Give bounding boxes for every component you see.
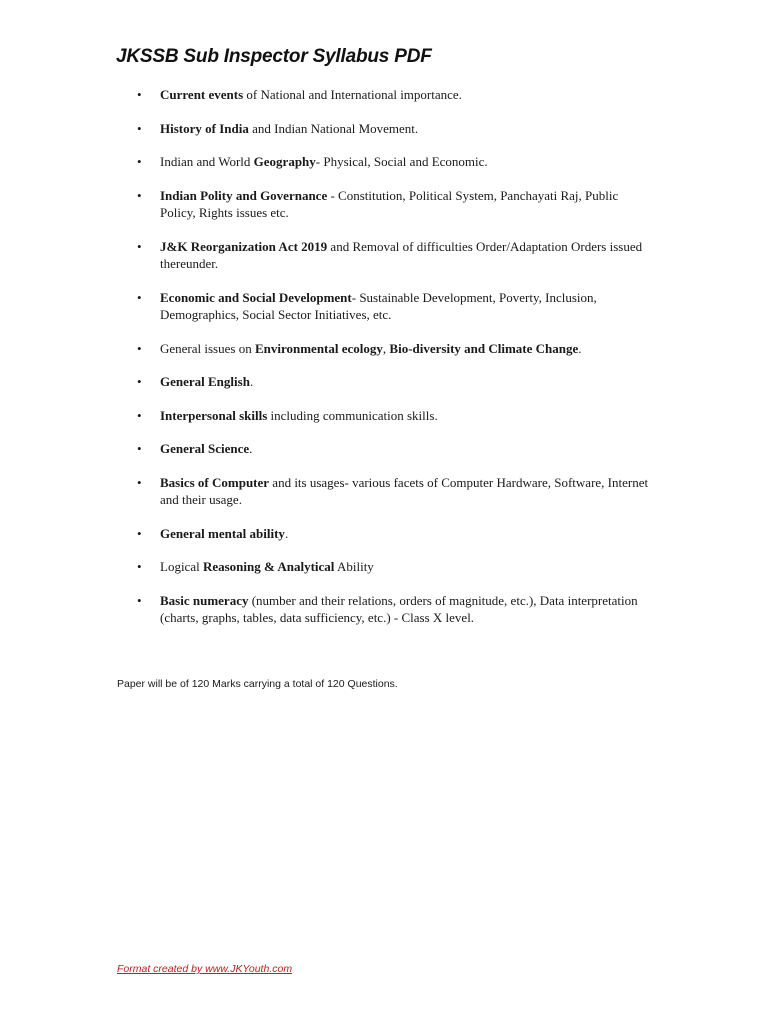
bullet: •: [137, 120, 142, 136]
bullet: •: [137, 187, 142, 203]
bullet: •: [137, 87, 142, 102]
bullet: •: [137, 154, 142, 169]
topic-label: History of India: [160, 120, 249, 136]
page-title: JKSSB Sub Inspector Syllabus PDF: [116, 46, 432, 67]
topic-label: General mental ability: [160, 525, 285, 541]
bullet: •: [137, 525, 142, 541]
topic-label: J&K Reorganization Act 2019: [160, 238, 328, 254]
list-item: • Interpersonal skills including communication skills.: [137, 407, 438, 423]
list-item: • J&K Reorganization Act 2019 and Removal of difficulties Order/Adaptation Orders issued thereunder.: [137, 238, 643, 271]
list-item: • General English.: [137, 374, 254, 389]
list-item: • General Science.: [137, 441, 253, 456]
footer-note: Paper will be of 120 Marks carrying a total of 120 Questions.: [117, 678, 398, 690]
bullet: •: [137, 238, 142, 254]
bullet: •: [137, 340, 142, 356]
list-item: • Basic numeracy (number and their relations, orders of magnitude, etc.), Data interpretation (charts, graphs, tables, data sufficiency, etc.) - Class X level.: [137, 592, 638, 625]
list-item: • Indian Polity and Governance - Constitution, Political System, Panchayati Raj, Public Policy, Rights issues etc.: [137, 187, 619, 220]
topic-label: Economic and Social Development: [160, 289, 352, 305]
topic-label: Basic numeracy: [160, 592, 249, 608]
credit-link[interactable]: Format created by www.JKYouth.com: [117, 963, 293, 975]
list-item: • Economic and Social Development- Sustainable Development, Poverty, Inclusion, Demographics, Social Sector Initiatives, etc.: [137, 289, 597, 322]
bullet: •: [137, 407, 142, 423]
bullet: •: [137, 474, 142, 490]
topic-label: General English: [160, 374, 250, 389]
list-item: • Logical Reasoning & Analytical Ability: [137, 559, 374, 574]
list-item: • History of India and Indian National Movement.: [137, 120, 419, 136]
list-item: • Current events of National and International importance.: [137, 87, 462, 102]
topic-label: Geography: [253, 154, 316, 169]
topic-label: General Science: [160, 441, 250, 456]
topic-label: Interpersonal skills: [160, 407, 268, 423]
list-item: • General mental ability.: [137, 525, 289, 541]
bullet: •: [137, 374, 142, 389]
bullet: •: [137, 559, 142, 574]
topic-label: Environmental ecology: [254, 340, 383, 356]
topic-label: Basics of Computer: [160, 474, 270, 490]
bullet: •: [137, 592, 142, 608]
bullet: •: [137, 289, 142, 305]
topic-label-secondary: Bio-diversity and Climate Change: [389, 340, 579, 356]
syllabus-list: [116, 86, 656, 643]
list-item: • Basics of Computer and its usages- various facets of Computer Hardware, Software, Internet and their usage.: [137, 474, 649, 507]
bullet: •: [137, 441, 142, 456]
list-item: • Indian and World Geography- Physical, Social and Economic.: [137, 154, 488, 169]
list-item: • General issues on Environmental ecology, Bio-diversity and Climate Change.: [137, 340, 582, 356]
topic-label: Current events: [160, 87, 244, 102]
topic-label: Indian Polity and Governance: [160, 187, 328, 203]
topic-label: Reasoning & Analytical: [202, 559, 335, 574]
